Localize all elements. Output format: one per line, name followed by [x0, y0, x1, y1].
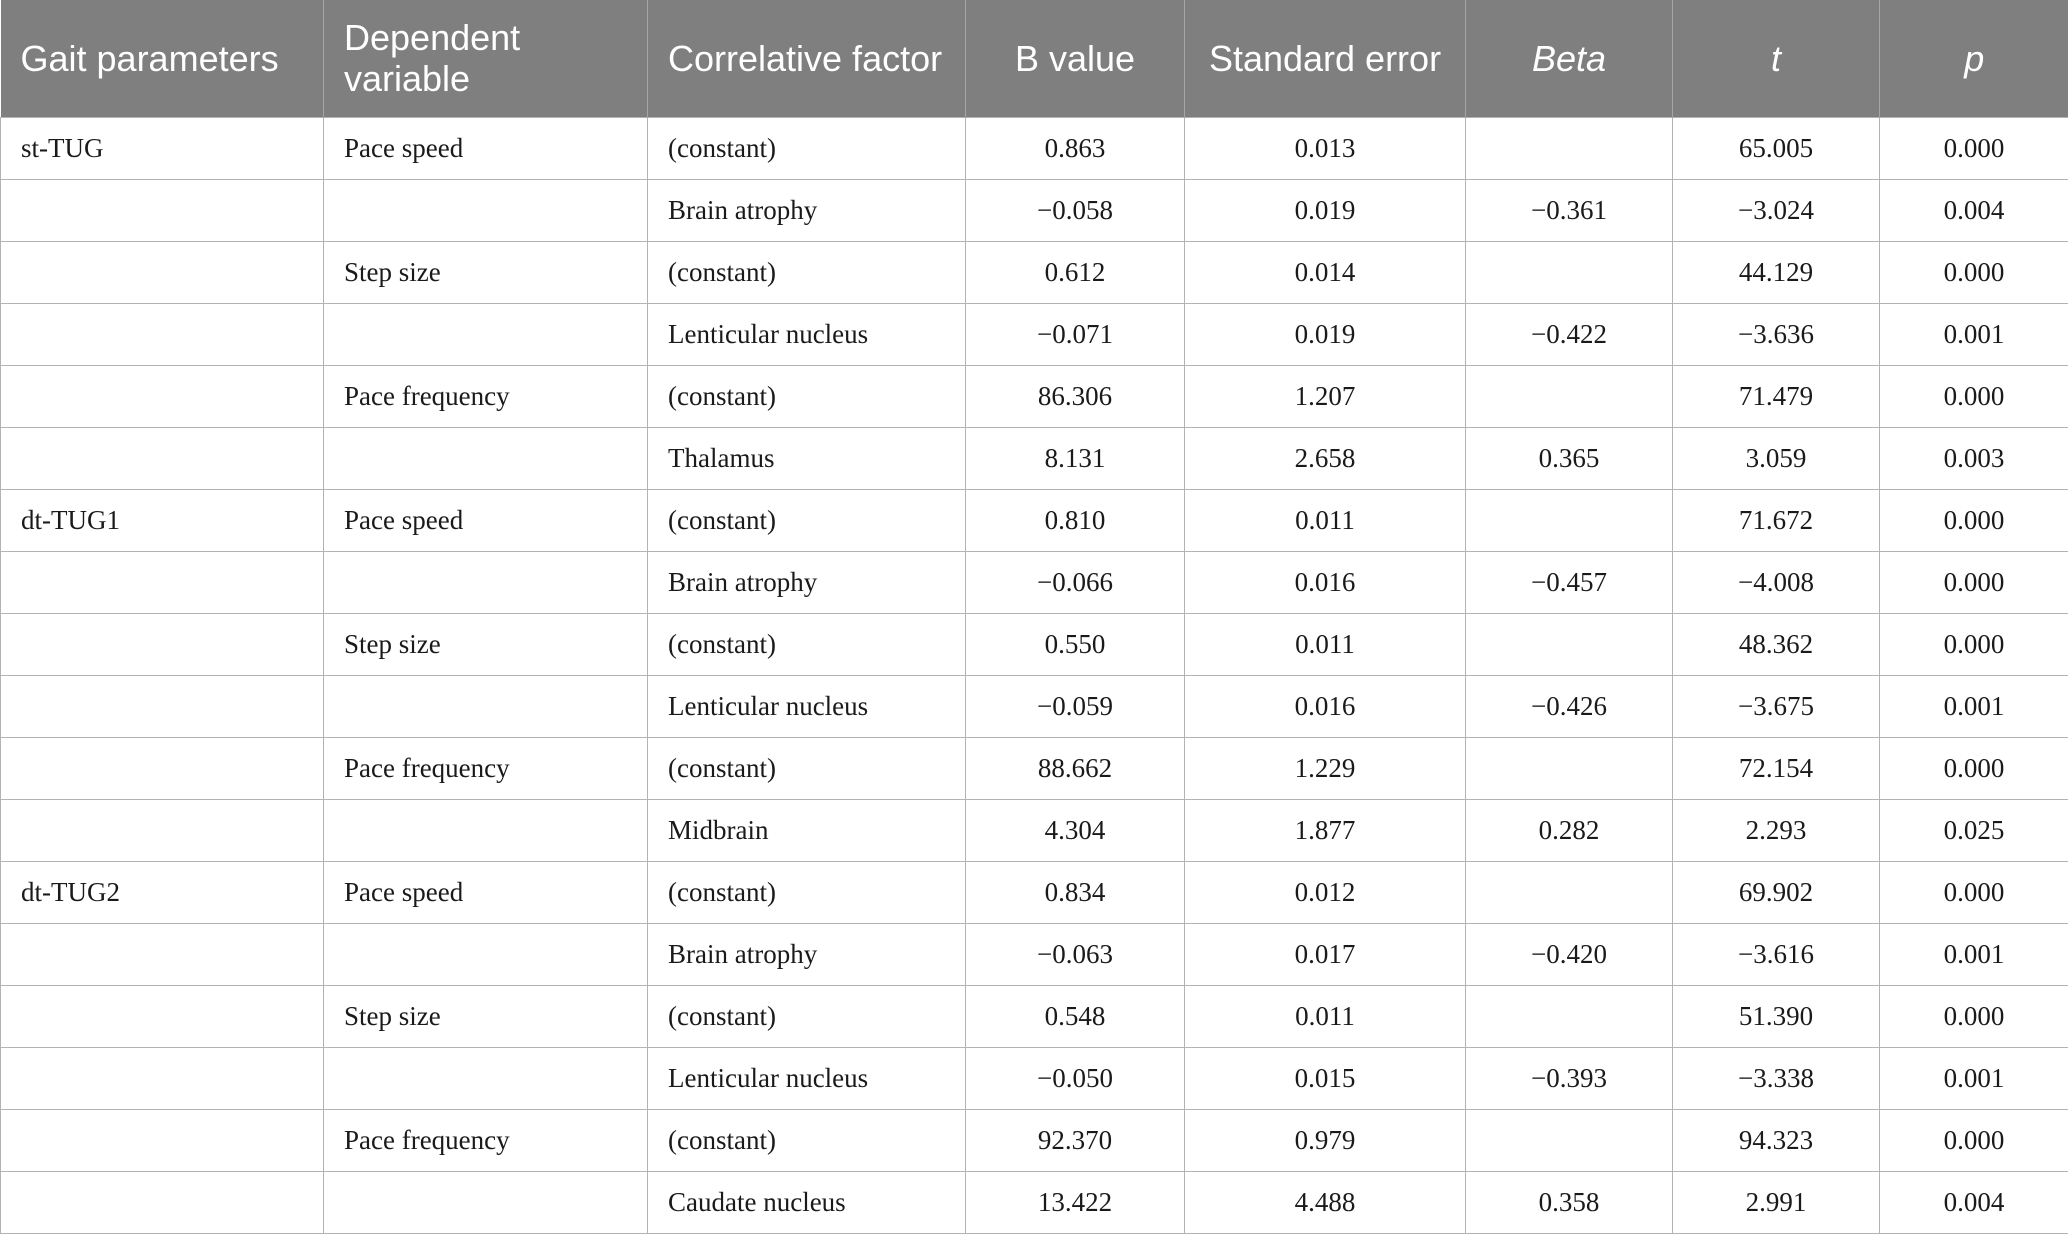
table-row: [1, 985, 2068, 1047]
cell-b-value: 0.548: [966, 985, 1185, 1047]
cell-p: 0.001: [1880, 1047, 2068, 1109]
cell-gait-parameter: [1, 737, 324, 799]
cell-beta: −0.426: [1466, 675, 1673, 737]
cell-b-value: 0.810: [966, 489, 1185, 551]
cell-correlative-factor: (constant): [648, 489, 966, 551]
table-header: [1, 0, 2068, 117]
cell-p: 0.003: [1880, 427, 2068, 489]
cell-correlative-factor: Lenticular nucleus: [648, 303, 966, 365]
cell-gait-parameter: [1, 1171, 324, 1233]
cell-correlative-factor: (constant): [648, 985, 966, 1047]
cell-beta: −0.361: [1466, 179, 1673, 241]
cell-gait-parameter: st-TUG: [1, 117, 324, 179]
table-row: [1, 1109, 2068, 1171]
cell-correlative-factor: (constant): [648, 241, 966, 303]
cell-dependent-variable: [324, 1171, 648, 1233]
table-row: [1, 861, 2068, 923]
table-row: [1, 675, 2068, 737]
cell-beta: [1466, 985, 1673, 1047]
cell-dependent-variable: [324, 799, 648, 861]
header-p: p: [1880, 0, 2068, 117]
cell-p: 0.000: [1880, 241, 2068, 303]
cell-correlative-factor: Midbrain: [648, 799, 966, 861]
cell-b-value: −0.063: [966, 923, 1185, 985]
header-correlative-factor: Correlative factor: [648, 0, 966, 117]
cell-beta: 0.358: [1466, 1171, 1673, 1233]
cell-b-value: 0.612: [966, 241, 1185, 303]
cell-gait-parameter: [1, 675, 324, 737]
table-row: [1, 613, 2068, 675]
cell-b-value: 8.131: [966, 427, 1185, 489]
cell-p: 0.004: [1880, 1171, 2068, 1233]
cell-beta: [1466, 489, 1673, 551]
cell-b-value: 0.863: [966, 117, 1185, 179]
cell-correlative-factor: (constant): [648, 737, 966, 799]
cell-t: 71.479: [1673, 365, 1880, 427]
cell-correlative-factor: Lenticular nucleus: [648, 1047, 966, 1109]
cell-gait-parameter: dt-TUG1: [1, 489, 324, 551]
cell-beta: [1466, 861, 1673, 923]
table-row: [1, 179, 2068, 241]
cell-t: −3.636: [1673, 303, 1880, 365]
header-b-value: B value: [966, 0, 1185, 117]
cell-beta: [1466, 241, 1673, 303]
cell-standard-error: 0.016: [1185, 551, 1466, 613]
table-row: [1, 427, 2068, 489]
cell-gait-parameter: [1, 241, 324, 303]
cell-dependent-variable: Pace speed: [324, 117, 648, 179]
cell-standard-error: 0.979: [1185, 1109, 1466, 1171]
cell-beta: [1466, 737, 1673, 799]
cell-gait-parameter: [1, 365, 324, 427]
cell-correlative-factor: (constant): [648, 365, 966, 427]
cell-b-value: 0.550: [966, 613, 1185, 675]
cell-p: 0.001: [1880, 675, 2068, 737]
cell-b-value: −0.071: [966, 303, 1185, 365]
cell-p: 0.000: [1880, 1109, 2068, 1171]
header-dependent-variable: Dependent variable: [324, 0, 648, 117]
cell-t: 69.902: [1673, 861, 1880, 923]
cell-p: 0.004: [1880, 179, 2068, 241]
cell-gait-parameter: [1, 923, 324, 985]
cell-p: 0.000: [1880, 365, 2068, 427]
cell-standard-error: 0.012: [1185, 861, 1466, 923]
cell-beta: −0.393: [1466, 1047, 1673, 1109]
cell-standard-error: 0.011: [1185, 489, 1466, 551]
cell-correlative-factor: Brain atrophy: [648, 551, 966, 613]
cell-gait-parameter: [1, 551, 324, 613]
cell-standard-error: 1.207: [1185, 365, 1466, 427]
cell-correlative-factor: Caudate nucleus: [648, 1171, 966, 1233]
table-row: [1, 365, 2068, 427]
cell-dependent-variable: Step size: [324, 613, 648, 675]
cell-dependent-variable: [324, 923, 648, 985]
cell-beta: −0.422: [1466, 303, 1673, 365]
cell-standard-error: 0.014: [1185, 241, 1466, 303]
cell-b-value: 92.370: [966, 1109, 1185, 1171]
header-t: t: [1673, 0, 1880, 117]
cell-gait-parameter: dt-TUG2: [1, 861, 324, 923]
cell-dependent-variable: [324, 1047, 648, 1109]
header-row: [1, 0, 2068, 117]
cell-dependent-variable: [324, 551, 648, 613]
cell-standard-error: 0.017: [1185, 923, 1466, 985]
cell-dependent-variable: Pace frequency: [324, 1109, 648, 1171]
table-body: [1, 117, 2068, 1233]
cell-correlative-factor: Lenticular nucleus: [648, 675, 966, 737]
cell-p: 0.000: [1880, 737, 2068, 799]
cell-correlative-factor: (constant): [648, 861, 966, 923]
cell-p: 0.000: [1880, 117, 2068, 179]
cell-t: 65.005: [1673, 117, 1880, 179]
cell-p: 0.000: [1880, 551, 2068, 613]
cell-standard-error: 0.016: [1185, 675, 1466, 737]
cell-b-value: 4.304: [966, 799, 1185, 861]
cell-gait-parameter: [1, 985, 324, 1047]
cell-beta: −0.457: [1466, 551, 1673, 613]
table-row: [1, 737, 2068, 799]
header-gait-parameters: Gait parameters: [1, 0, 324, 117]
table-row: [1, 241, 2068, 303]
cell-beta: [1466, 365, 1673, 427]
cell-t: 72.154: [1673, 737, 1880, 799]
cell-dependent-variable: Pace frequency: [324, 737, 648, 799]
cell-t: −4.008: [1673, 551, 1880, 613]
cell-gait-parameter: [1, 1109, 324, 1171]
cell-p: 0.000: [1880, 489, 2068, 551]
cell-standard-error: 0.011: [1185, 613, 1466, 675]
cell-dependent-variable: Pace frequency: [324, 365, 648, 427]
cell-b-value: −0.058: [966, 179, 1185, 241]
cell-standard-error: 0.019: [1185, 303, 1466, 365]
cell-dependent-variable: [324, 675, 648, 737]
cell-p: 0.025: [1880, 799, 2068, 861]
cell-dependent-variable: [324, 427, 648, 489]
cell-correlative-factor: Brain atrophy: [648, 923, 966, 985]
cell-t: −3.338: [1673, 1047, 1880, 1109]
cell-t: 2.293: [1673, 799, 1880, 861]
cell-t: 3.059: [1673, 427, 1880, 489]
cell-dependent-variable: Pace speed: [324, 489, 648, 551]
cell-correlative-factor: Thalamus: [648, 427, 966, 489]
cell-gait-parameter: [1, 799, 324, 861]
cell-standard-error: 2.658: [1185, 427, 1466, 489]
table-row: [1, 1171, 2068, 1233]
cell-t: −3.675: [1673, 675, 1880, 737]
cell-b-value: −0.066: [966, 551, 1185, 613]
cell-t: 71.672: [1673, 489, 1880, 551]
cell-standard-error: 4.488: [1185, 1171, 1466, 1233]
cell-b-value: 13.422: [966, 1171, 1185, 1233]
table-row: [1, 303, 2068, 365]
cell-t: 2.991: [1673, 1171, 1880, 1233]
cell-p: 0.000: [1880, 613, 2068, 675]
table-row: [1, 923, 2068, 985]
cell-dependent-variable: [324, 303, 648, 365]
cell-correlative-factor: Brain atrophy: [648, 179, 966, 241]
cell-correlative-factor: (constant): [648, 1109, 966, 1171]
cell-standard-error: 0.013: [1185, 117, 1466, 179]
cell-t: 44.129: [1673, 241, 1880, 303]
cell-gait-parameter: [1, 427, 324, 489]
cell-beta: 0.282: [1466, 799, 1673, 861]
cell-gait-parameter: [1, 1047, 324, 1109]
cell-standard-error: 0.011: [1185, 985, 1466, 1047]
cell-p: 0.000: [1880, 985, 2068, 1047]
cell-correlative-factor: (constant): [648, 117, 966, 179]
cell-dependent-variable: [324, 179, 648, 241]
header-standard-error: Standard error: [1185, 0, 1466, 117]
cell-p: 0.001: [1880, 923, 2068, 985]
cell-standard-error: 0.015: [1185, 1047, 1466, 1109]
cell-standard-error: 1.229: [1185, 737, 1466, 799]
cell-correlative-factor: (constant): [648, 613, 966, 675]
cell-b-value: 0.834: [966, 861, 1185, 923]
cell-t: 51.390: [1673, 985, 1880, 1047]
header-beta: Beta: [1466, 0, 1673, 117]
cell-gait-parameter: [1, 303, 324, 365]
cell-gait-parameter: [1, 613, 324, 675]
cell-dependent-variable: Pace speed: [324, 861, 648, 923]
table-row: [1, 551, 2068, 613]
table-row: [1, 799, 2068, 861]
cell-t: −3.024: [1673, 179, 1880, 241]
cell-p: 0.000: [1880, 861, 2068, 923]
cell-standard-error: 0.019: [1185, 179, 1466, 241]
table-row: [1, 117, 2068, 179]
cell-standard-error: 1.877: [1185, 799, 1466, 861]
cell-t: −3.616: [1673, 923, 1880, 985]
table-row: [1, 489, 2068, 551]
table-row: [1, 1047, 2068, 1109]
cell-beta: [1466, 1109, 1673, 1171]
cell-t: 48.362: [1673, 613, 1880, 675]
cell-beta: 0.365: [1466, 427, 1673, 489]
cell-b-value: 88.662: [966, 737, 1185, 799]
cell-gait-parameter: [1, 179, 324, 241]
cell-b-value: −0.050: [966, 1047, 1185, 1109]
cell-beta: [1466, 613, 1673, 675]
cell-dependent-variable: Step size: [324, 985, 648, 1047]
cell-beta: [1466, 117, 1673, 179]
cell-dependent-variable: Step size: [324, 241, 648, 303]
cell-beta: −0.420: [1466, 923, 1673, 985]
cell-b-value: 86.306: [966, 365, 1185, 427]
cell-b-value: −0.059: [966, 675, 1185, 737]
cell-t: 94.323: [1673, 1109, 1880, 1171]
cell-p: 0.001: [1880, 303, 2068, 365]
